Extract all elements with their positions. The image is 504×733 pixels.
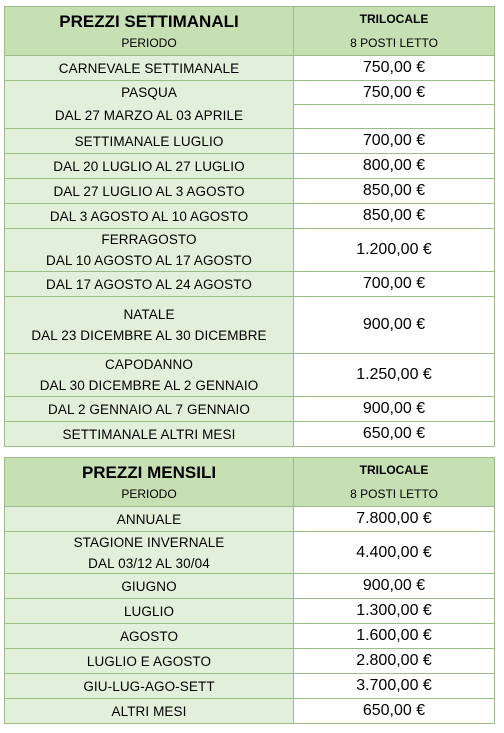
period-cell (5, 81, 294, 129)
monthly-unit-header: TRILOCALE (359, 463, 429, 477)
empty-price-cell (294, 105, 495, 129)
period-label: SETTIMANALE ALTRI MESI (62, 426, 236, 442)
price-cell (294, 297, 495, 354)
period-cell (5, 507, 294, 532)
weekly-title: PREZZI SETTIMANALI (59, 12, 239, 31)
period-label: DAL 20 LUGLIO AL 27 LUGLIO (53, 158, 245, 174)
table-row (5, 272, 495, 297)
period-cell (5, 422, 294, 447)
period-sublabel: DAL 27 MARZO AL 03 APRILE (54, 107, 244, 123)
table-row (5, 422, 495, 447)
price-cell (294, 154, 495, 179)
period-label: STAGIONE INVERNALE (73, 534, 225, 550)
table-row (5, 81, 495, 105)
weekly-unit-header: TRILOCALE (359, 12, 429, 26)
price-value: 800,00 € (362, 157, 426, 174)
period-cell (5, 624, 294, 649)
table-row (5, 297, 495, 354)
weekly-unit-subheader: 8 POSTI LETTO (350, 36, 438, 50)
price-cell (294, 129, 495, 154)
price-cell (294, 599, 495, 624)
weekly-price-table (4, 6, 495, 447)
period-cell (5, 599, 294, 624)
period-sublabel: DAL 10 AGOSTO AL 17 AGOSTO (46, 253, 252, 268)
price-value: 700,00 € (362, 132, 426, 149)
period-cell (5, 532, 294, 574)
table-row (5, 56, 495, 81)
period-label: LUGLIO (123, 603, 175, 619)
price-value: 650,00 € (362, 702, 426, 719)
monthly-title: PREZZI MENSILI (81, 463, 217, 482)
monthly-header-right (294, 458, 495, 507)
price-cell (294, 624, 495, 649)
period-cell (5, 354, 294, 397)
price-cell (294, 699, 495, 724)
price-cell (294, 649, 495, 674)
price-value: 850,00 € (362, 207, 426, 224)
monthly-header-row (5, 458, 495, 507)
period-label: ANNUALE (116, 511, 182, 527)
weekly-header-row (5, 7, 495, 56)
period-label: DAL 17 AGOSTO AL 24 AGOSTO (46, 276, 252, 292)
period-label: SETTIMANALE LUGLIO (74, 133, 224, 149)
price-value: 1.200,00 € (356, 241, 432, 258)
table-row (5, 354, 495, 397)
price-cell (294, 272, 495, 297)
price-value: 1.600,00 € (356, 627, 432, 644)
monthly-period-header: PERIODO (121, 487, 177, 501)
price-cell (294, 422, 495, 447)
price-value: 700,00 € (362, 275, 426, 292)
table-row (5, 574, 495, 599)
monthly-header-left (5, 458, 294, 507)
monthly-unit-subheader: 8 POSTI LETTO (350, 487, 438, 501)
period-cell (5, 129, 294, 154)
price-value: 3.700,00 € (356, 677, 432, 694)
price-value: 850,00 € (362, 182, 426, 199)
weekly-period-header: PERIODO (121, 36, 177, 50)
period-label: GIU-LUG-AGO-SETT (83, 678, 215, 694)
period-label: DAL 2 GENNAIO AL 7 GENNAIO (48, 401, 250, 417)
price-value: 2.800,00 € (356, 652, 432, 669)
weekly-header-right (294, 7, 495, 56)
period-sublabel: DAL 03/12 AL 30/04 (88, 555, 210, 571)
table-row (5, 204, 495, 229)
table-row (5, 129, 495, 154)
period-cell (5, 272, 294, 297)
period-sublabel: DAL 30 DICEMBRE AL 2 GENNAIO (39, 378, 259, 393)
price-cell (294, 204, 495, 229)
table-row (5, 649, 495, 674)
price-value: 900,00 € (362, 316, 426, 333)
price-cell (294, 532, 495, 574)
period-cell (5, 179, 294, 204)
weekly-header-left (5, 7, 294, 56)
price-cell (294, 179, 495, 204)
price-value: 750,00 € (362, 83, 426, 101)
table-row (5, 699, 495, 724)
table-row (5, 599, 495, 624)
price-value: 4.400,00 € (356, 543, 432, 561)
period-cell (5, 297, 294, 354)
monthly-price-table (4, 457, 495, 724)
period-cell (5, 674, 294, 699)
table-row (5, 674, 495, 699)
price-value: 7.800,00 € (356, 510, 432, 527)
table-row (5, 532, 495, 574)
price-cell (294, 56, 495, 81)
price-value: 1.250,00 € (356, 366, 432, 383)
period-cell (5, 204, 294, 229)
period-cell (5, 574, 294, 599)
period-label: FERRAGOSTO (101, 232, 197, 247)
table-row (5, 397, 495, 422)
period-label: AGOSTO (119, 628, 179, 644)
price-cell (294, 674, 495, 699)
price-value: 900,00 € (362, 400, 426, 417)
period-cell (5, 649, 294, 674)
period-cell (5, 397, 294, 422)
price-value: 750,00 € (362, 59, 426, 76)
period-cell (5, 229, 294, 272)
period-label: DAL 27 LUGLIO AL 3 AGOSTO (53, 183, 245, 199)
period-label: PASQUA (121, 84, 177, 100)
period-label: CAPODANNO (105, 357, 193, 372)
price-cell (294, 229, 495, 272)
period-label: GIUGNO (121, 578, 177, 594)
price-cell (294, 574, 495, 599)
period-label: NATALE (123, 307, 175, 322)
price-value: 900,00 € (362, 577, 426, 594)
table-row (5, 624, 495, 649)
period-sublabel: DAL 23 DICEMBRE AL 30 DICEMBRE (31, 328, 267, 343)
price-value: 1.300,00 € (356, 602, 432, 619)
price-cell (294, 397, 495, 422)
period-label: DAL 3 AGOSTO AL 10 AGOSTO (49, 208, 249, 224)
table-row (5, 229, 495, 272)
period-label: ALTRI MESI (111, 703, 187, 719)
price-value: 650,00 € (362, 425, 426, 442)
table-row (5, 154, 495, 179)
price-cell (294, 81, 495, 105)
period-label: LUGLIO E AGOSTO (86, 653, 212, 669)
period-cell (5, 154, 294, 179)
table-row (5, 507, 495, 532)
price-cell (294, 507, 495, 532)
period-label: CARNEVALE SETTIMANALE (58, 60, 240, 76)
price-cell (294, 354, 495, 397)
period-cell (5, 699, 294, 724)
table-row (5, 179, 495, 204)
period-cell (5, 56, 294, 81)
